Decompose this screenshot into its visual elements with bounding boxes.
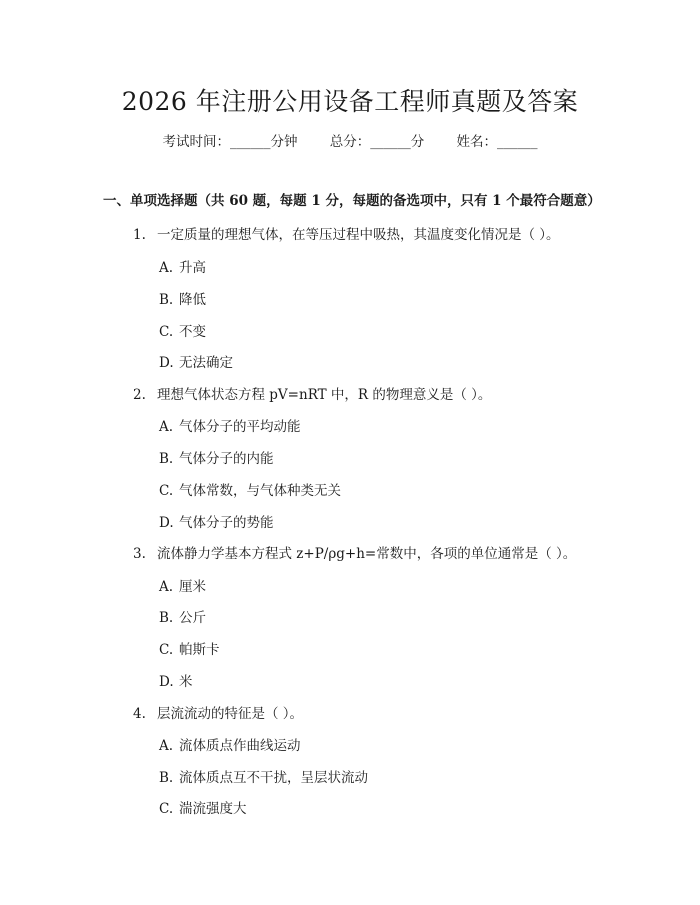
question-2	[133, 383, 491, 403]
option-text: 气体常数，与气体种类无关	[179, 483, 341, 499]
question-number: 1.	[133, 227, 146, 243]
question-text: 流体静力学基本方程式 z+P/ρg+h=常数中，各项的单位通常是（ ）。	[157, 546, 577, 562]
option-text: 湍流强度大	[179, 801, 247, 817]
option-letter: A.	[159, 738, 174, 754]
option-letter: A.	[159, 579, 174, 595]
option-text: 升高	[179, 260, 206, 276]
option-3-d	[159, 670, 193, 690]
option-letter: A.	[159, 419, 174, 435]
option-letter: C.	[159, 483, 174, 499]
question-number: 4.	[133, 706, 146, 722]
option-text: 气体分子的势能	[179, 515, 274, 531]
option-letter: C.	[159, 801, 174, 817]
option-2-c	[159, 479, 341, 499]
total-score-field: 总分：______分	[329, 134, 425, 150]
option-text: 公斤	[179, 610, 206, 626]
option-1-c	[159, 320, 206, 340]
section-heading: 一、单项选择题（共 60 题，每题 1 分，每题的备选项中，只有 1 个最符合题意）	[103, 193, 601, 209]
document-title: 2026 年注册公用设备工程师真题及答案	[121, 87, 579, 116]
option-text: 降低	[179, 292, 206, 308]
option-text: 气体分子的内能	[179, 451, 274, 467]
question-number: 3.	[133, 546, 146, 562]
option-letter: D.	[159, 674, 174, 690]
option-4-b	[159, 766, 368, 786]
option-1-b	[159, 288, 206, 308]
option-text: 帕斯卡	[179, 642, 220, 658]
option-letter: A.	[159, 260, 174, 276]
option-text: 无法确定	[179, 355, 233, 371]
option-3-a	[159, 575, 206, 595]
question-number: 2.	[133, 387, 146, 403]
option-text: 不变	[179, 324, 206, 340]
option-letter: B.	[159, 610, 174, 626]
option-letter: D.	[159, 515, 174, 531]
option-2-b	[159, 447, 274, 467]
option-letter: B.	[159, 292, 174, 308]
option-text: 气体分子的平均动能	[179, 419, 301, 435]
question-1	[133, 223, 560, 243]
question-text: 层流流动的特征是（ ）。	[157, 706, 304, 722]
option-1-a	[159, 256, 206, 276]
option-letter: B.	[159, 451, 174, 467]
option-1-d	[159, 351, 233, 371]
option-text: 米	[179, 674, 193, 690]
exam-time-field: 考试时间：______分钟	[162, 134, 298, 150]
option-2-a	[159, 415, 301, 435]
question-4	[133, 702, 303, 722]
question-text: 理想气体状态方程 pV=nRT 中，R 的物理意义是（ ）。	[157, 387, 492, 403]
option-3-b	[159, 606, 206, 626]
option-letter: B.	[159, 770, 174, 786]
option-text: 流体质点互不干扰，呈层状流动	[179, 770, 368, 786]
option-3-c	[159, 638, 220, 658]
option-text: 厘米	[179, 579, 206, 595]
option-4-a	[159, 734, 301, 754]
question-3	[133, 542, 576, 562]
name-field: 姓名：______	[456, 134, 538, 150]
exam-info-line	[0, 130, 700, 150]
option-text: 流体质点作曲线运动	[179, 738, 301, 754]
option-letter: C.	[159, 324, 174, 340]
option-2-d	[159, 511, 274, 531]
option-letter: C.	[159, 642, 174, 658]
option-letter: D.	[159, 355, 174, 371]
question-text: 一定质量的理想气体，在等压过程中吸热，其温度变化情况是（ ）。	[157, 227, 560, 243]
option-4-c	[159, 797, 247, 817]
